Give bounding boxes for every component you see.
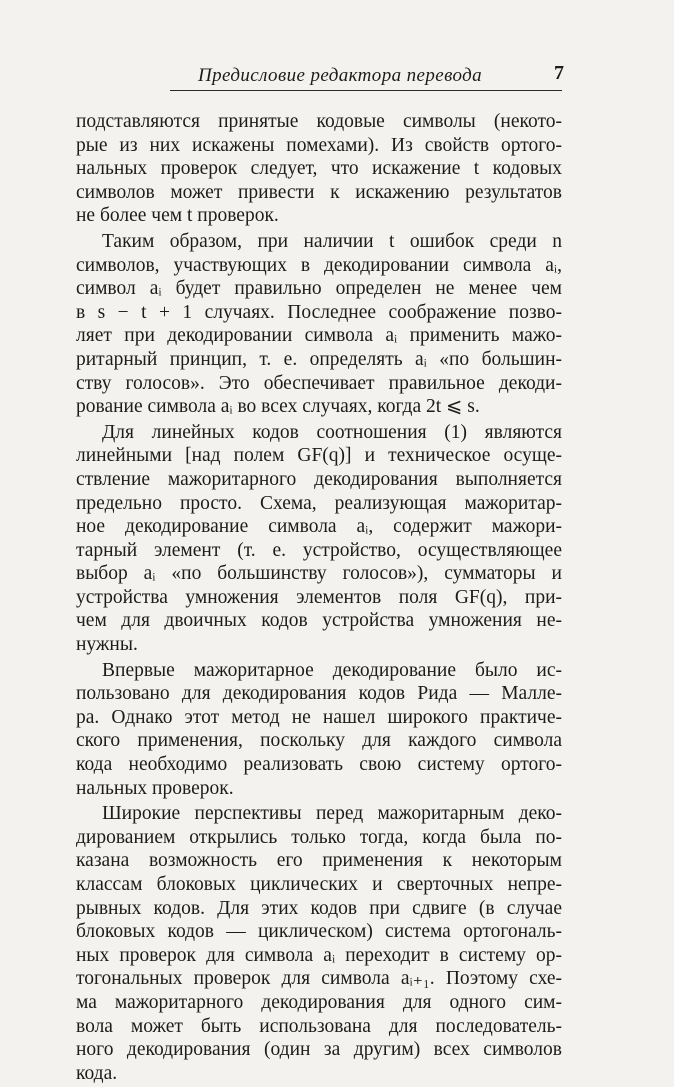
- text-line: ритарный принцип, т. е. определять aᵢ «по большин-: [76, 348, 562, 370]
- text-line: блоковых кодов — циклическом) система ортогональ-: [76, 921, 562, 943]
- text-line: кода необходимо реализовать свою систему ортого-: [76, 754, 562, 776]
- paragraph-4: [76, 659, 562, 801]
- page-number: 7: [554, 62, 564, 84]
- paragraph-2: [76, 230, 562, 419]
- running-title: Предисловие редактора перевода: [198, 65, 483, 86]
- text-line: чем для двоичных кодов устройства умножения не-: [76, 610, 562, 632]
- text-line: ского применения, поскольку для каждого символа: [76, 730, 562, 752]
- text-line: ству голосов». Это обеспечивает правильное декоди-: [76, 372, 562, 394]
- text-line: выбор aᵢ «по большинству голосов»), сумматоры и: [76, 563, 562, 585]
- text-line: Широкие перспективы перед мажоритарным деко-: [102, 803, 562, 825]
- text-line: кода.: [76, 1062, 118, 1084]
- text-line: классам блоковых циклических и сверточных непре-: [76, 874, 562, 895]
- text-line: пользовано для декодирования кодов Рида — Малле-: [76, 683, 562, 705]
- text-line: казана возможность его применения к некоторым: [76, 850, 562, 872]
- paragraph-3: [76, 421, 562, 657]
- text-line: символов, участвующих в декодировании символа aᵢ,: [76, 254, 562, 276]
- text-line: рые из них искажены помехами). Из свойств ортого-: [76, 134, 562, 156]
- text-line: подставляются принятые кодовые символы (некото-: [76, 111, 562, 132]
- text-line: Таким образом, при наличии t ошибок среди n: [102, 230, 562, 252]
- text-line: символов может привести к искажению результатов: [76, 181, 562, 203]
- text-line: вола может быть использована для последователь-: [76, 1015, 562, 1037]
- running-head: [170, 62, 562, 91]
- text-line: Впервые мажоритарное декодирование было ис-: [102, 659, 562, 681]
- text-line: устройства умножения элементов поля GF(q), при-: [76, 586, 562, 608]
- text-line: ное декодирование символа aᵢ, содержит мажори-: [76, 516, 562, 538]
- text-line: не более чем t проверок.: [76, 205, 279, 227]
- text-line: Для линейных кодов соотношения (1) являются: [102, 421, 562, 443]
- text-line: рование символа aᵢ во всех случаях, когда 2t ⩽ s.: [76, 396, 480, 418]
- text-line: нальных проверок следует, что искажение t кодовых: [76, 158, 562, 180]
- paragraph-5: [76, 802, 562, 1085]
- text-line: дированием открылись только тогда, когда была по-: [76, 826, 562, 848]
- text-line: тарный элемент (т. е. устройство, осуществляющее: [76, 539, 562, 561]
- text-line: ма мажоритарного декодирования для одного сим-: [76, 991, 562, 1013]
- text-line: ных проверок для символа aᵢ переходит в систему ор-: [76, 944, 562, 966]
- text-line: линейными [над полем GF(q)] и техническое осуще-: [76, 445, 562, 467]
- text-line: тогональных проверок для символа aᵢ₊₁. Поэтому схе-: [76, 968, 562, 990]
- text-line: ного декодирования (один за другим) всех символов: [76, 1039, 562, 1061]
- text-line: нальных проверок.: [76, 777, 234, 799]
- text-line: нужны.: [76, 634, 138, 656]
- text-line: предельно просто. Схема, реализующая мажоритар-: [76, 492, 562, 514]
- paragraph-1: [76, 110, 562, 228]
- text-line: символ aᵢ будет правильно определен не менее чем: [76, 278, 562, 300]
- text-line: в s − t + 1 случаях. Последнее соображение позво-: [76, 301, 562, 323]
- text-line: ра. Однако этот метод не нашел широкого практиче-: [76, 706, 562, 728]
- text-line: ляет при декодировании символа aᵢ применить мажо-: [76, 325, 562, 347]
- text-line: рывных кодов. Для этих кодов при сдвиге (в случае: [76, 897, 562, 919]
- text-line: ствление мажоритарного декодирования выполняется: [76, 468, 562, 490]
- body-text: [76, 110, 562, 1087]
